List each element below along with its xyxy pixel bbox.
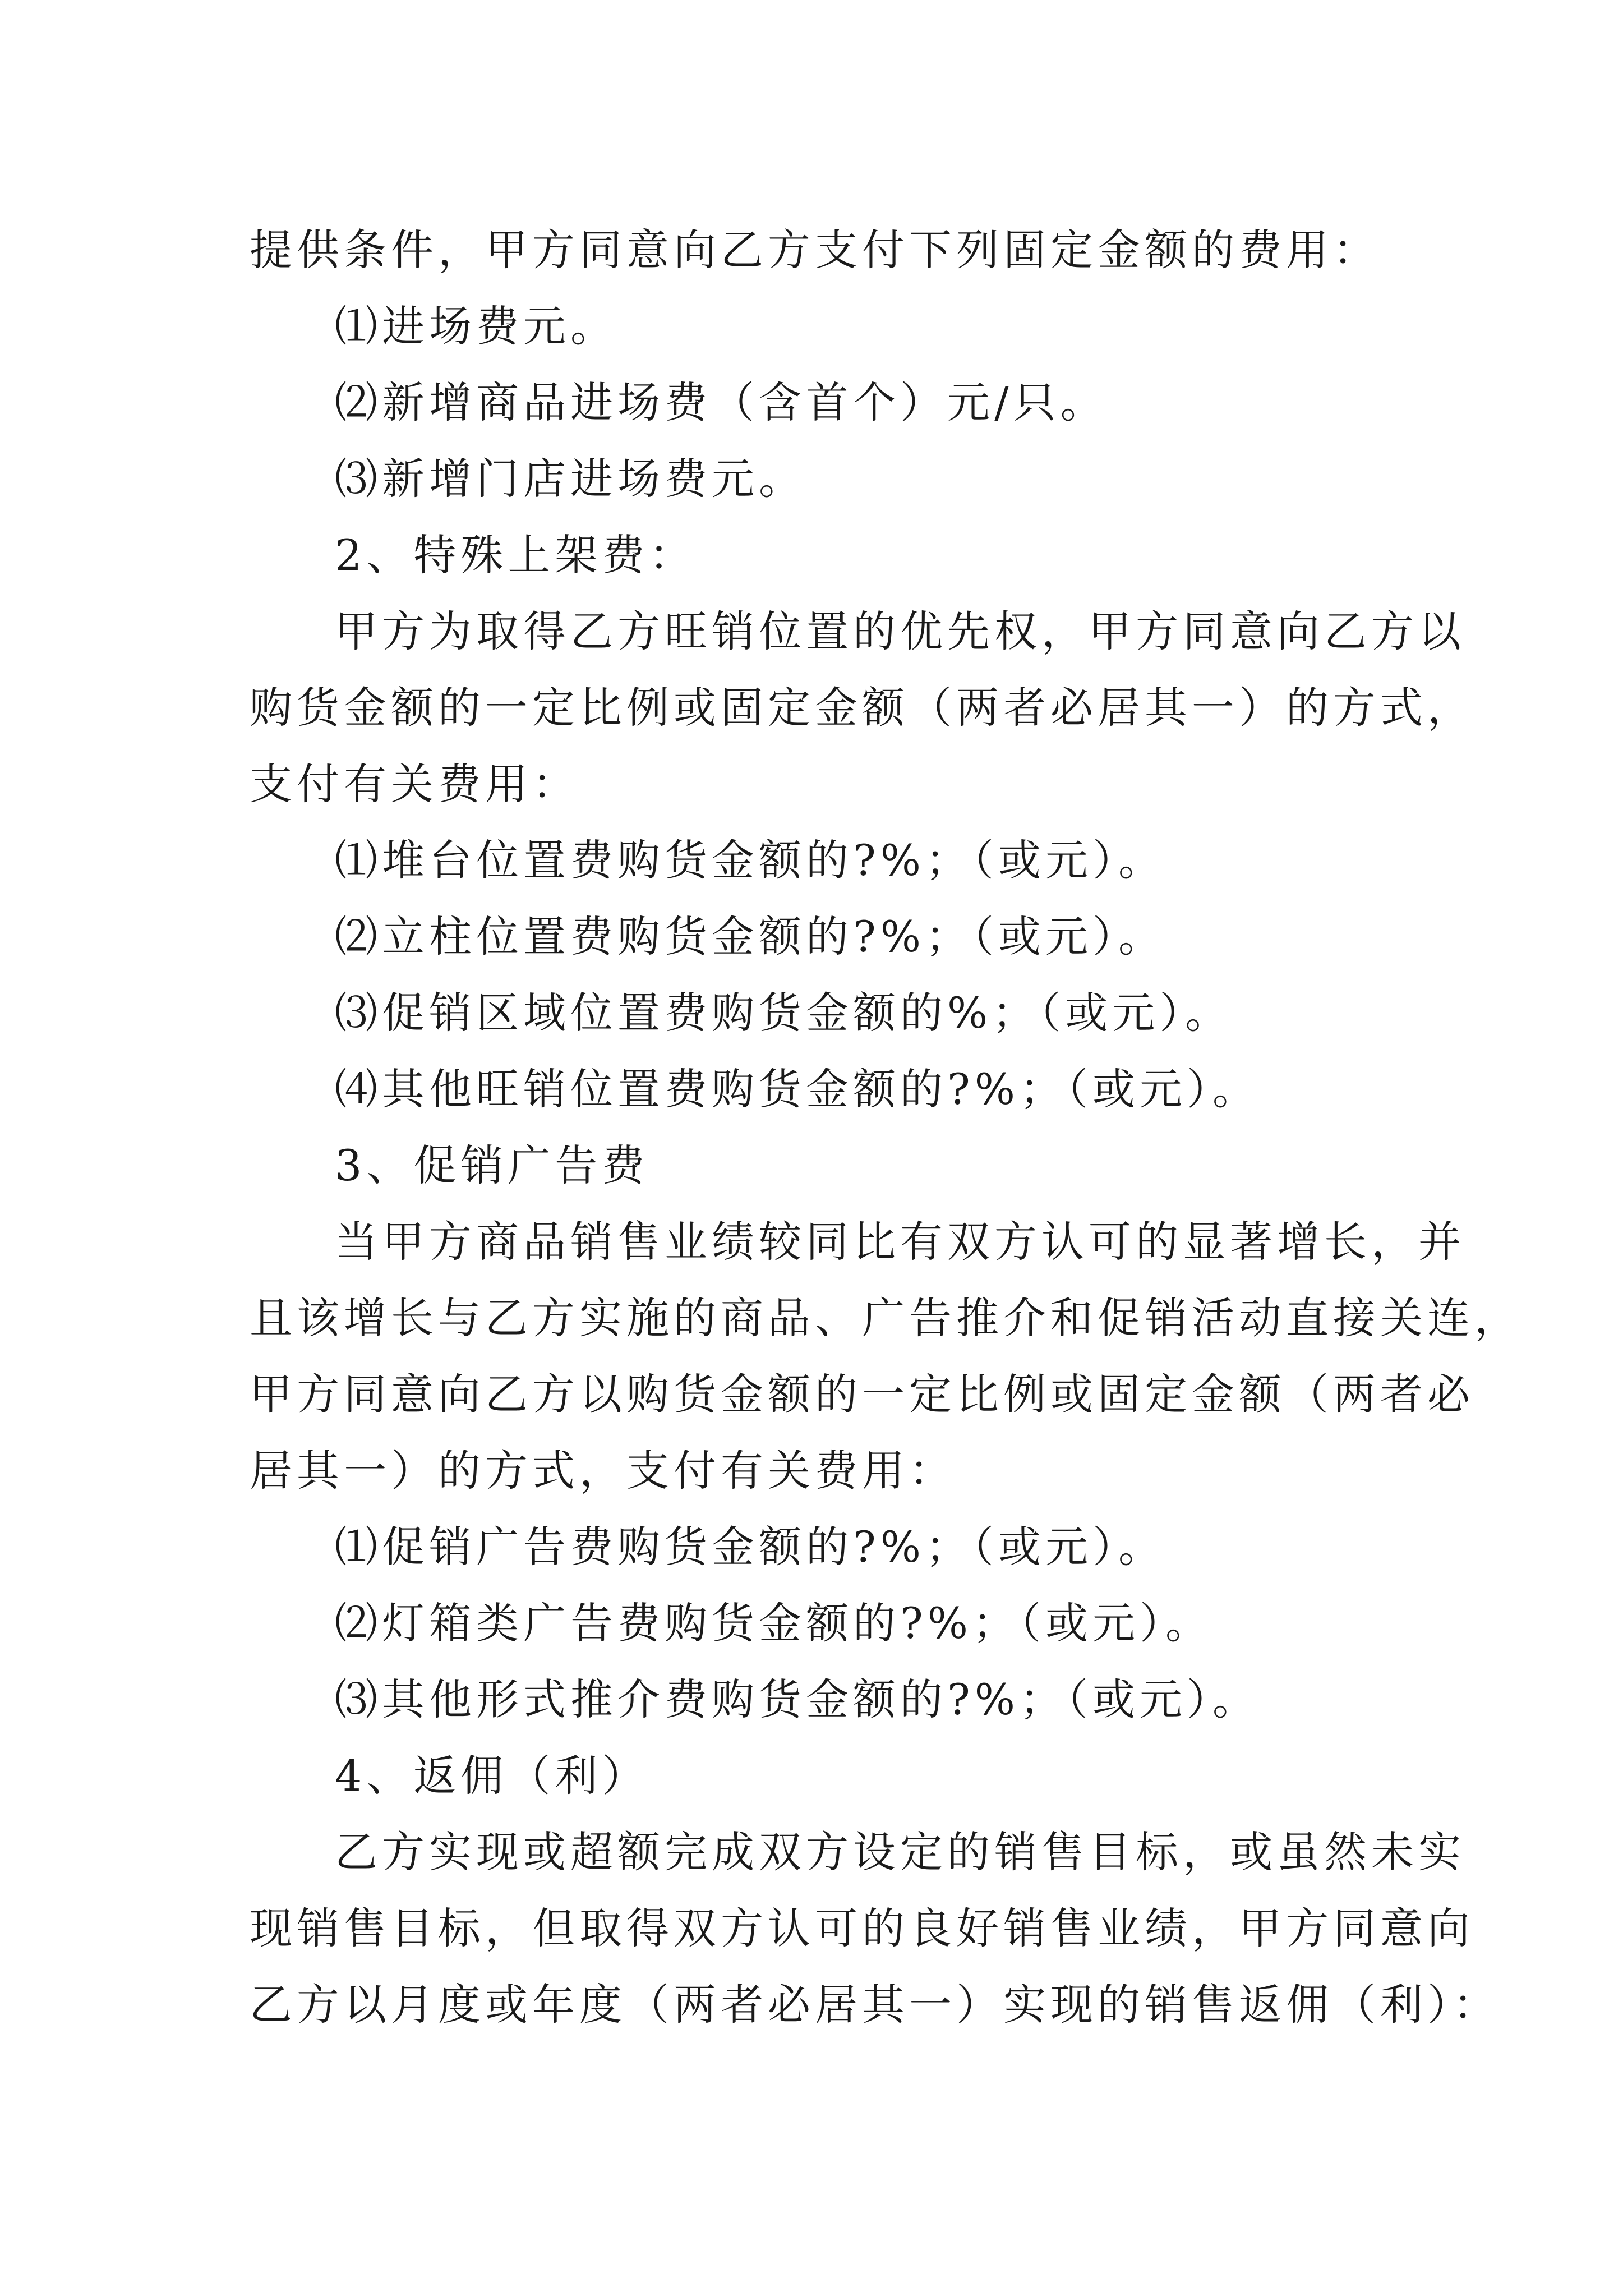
- paragraph-line: 提供条件，甲方同意向乙方支付下列固定金额的费用：: [250, 225, 1380, 275]
- paragraph-line: ⑵新增商品进场费（含首个）元/只。: [335, 378, 1108, 427]
- paragraph-line: 当甲方商品销售业绩较同比有双方认可的显著增长，并: [335, 1217, 1465, 1267]
- paragraph-line: 居其一）的方式，支付有关费用：: [250, 1446, 956, 1496]
- paragraph-line: ⑴促销广告费购货金额的?%；（或元）。: [335, 1522, 1165, 1572]
- section-heading: 4、返佣（利）: [335, 1751, 649, 1801]
- paragraph-line: ⑷其他旺销位置费购货金额的?%；（或元）。: [335, 1064, 1260, 1114]
- document-body: [250, 212, 1521, 2043]
- paragraph-line: ⑶其他形式推介费购货金额的?%；（或元）。: [335, 1674, 1260, 1724]
- paragraph-line: ⑴进场费元。: [335, 301, 617, 351]
- paragraph-line: 甲方同意向乙方以购货金额的一定比例或固定金额（两者必: [250, 1369, 1474, 1419]
- paragraph-line: ⑶新增门店进场费元。: [335, 454, 806, 504]
- paragraph-line: 现销售目标，但取得双方认可的良好销售业绩，甲方同意向: [250, 1903, 1474, 1953]
- section-heading: 3、促销广告费: [335, 1140, 649, 1190]
- paragraph-line: ⑶促销区域位置费购货金额的%；（或元）。: [335, 988, 1233, 1038]
- paragraph-line: ⑵立柱位置费购货金额的?%；（或元）。: [335, 912, 1165, 961]
- paragraph-line: 购货金额的一定比例或固定金额（两者必居其一）的方式，: [250, 683, 1474, 733]
- paragraph-line: ⑵灯箱类广告费购货金额的?%；（或元）。: [335, 1598, 1212, 1648]
- paragraph-line: 乙方以月度或年度（两者必居其一）实现的销售返佣（利）：: [250, 1980, 1500, 2030]
- paragraph-line: 甲方为取得乙方旺销位置的优先权，甲方同意向乙方以: [335, 606, 1465, 656]
- paragraph-line: 乙方实现或超额完成双方设定的销售目标，或虽然未实: [335, 1827, 1465, 1877]
- paragraph-line: 支付有关费用：: [250, 759, 579, 809]
- section-heading: 2、特殊上架费：: [335, 530, 697, 580]
- paragraph-line: 且该增长与乙方实施的商品、广告推介和促销活动直接关连，: [250, 1293, 1521, 1343]
- paragraph-line: ⑴堆台位置费购货金额的?%；（或元）。: [335, 835, 1165, 885]
